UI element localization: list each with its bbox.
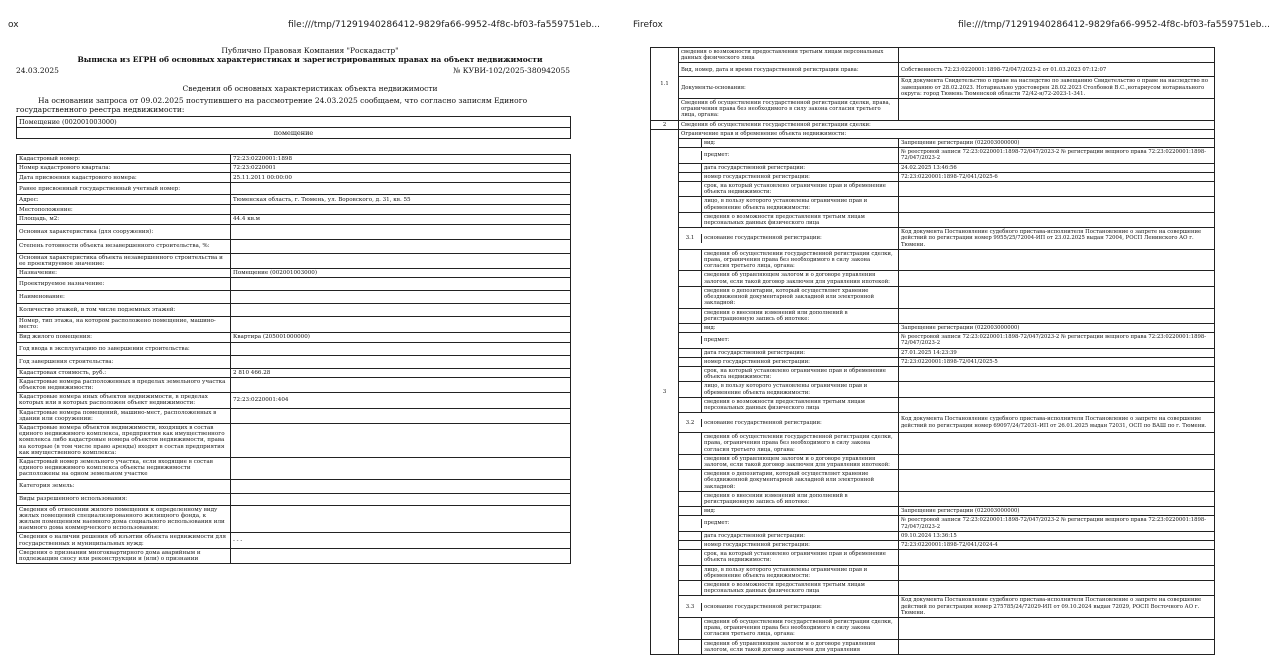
object-type-table (16, 116, 571, 139)
encumbrance-value (899, 581, 1215, 596)
encumbrance-row (651, 308, 1215, 323)
characteristic-label: Сведения об отнесении жилого помещения к определенному виду жилых помещений специализированного жилищного фонда, к жилым помещениям наемного дома социального использования или наемного дома коммерческого использования: (17, 505, 231, 533)
encumbrance-label-cell (679, 540, 899, 549)
characteristic-row (17, 424, 571, 458)
org-title: Публично Правовая Компания "Роскадастр" (221, 46, 399, 55)
encumbrance-label: сведения о депозитарии, который осуществляет хранение обездвиженной документарной закладной или электронной закладной: (704, 471, 874, 490)
encumbrance-row (651, 271, 1215, 286)
characteristic-label: Кадастровый номер земельного участка, если входящие в состав единого недвижимого комплекса объекты недвижимости расположены на одном земельном участке (17, 458, 231, 480)
characteristic-row (17, 493, 571, 505)
encumbrance-label: сведения об осуществлении государственной регистрации сделки, права, ограничения права без необходимого в силу закона согласия третьего лица, органа: (704, 250, 893, 270)
encumbrance-row (651, 596, 1215, 618)
section-number: 3 (651, 129, 679, 654)
encumbrance-label: номер государственной регистрации: (704, 358, 810, 365)
section-number: 2 (651, 120, 679, 129)
encumbrance-value: Запрещение регистрации (022003000000) (899, 323, 1215, 332)
entry-number (679, 164, 702, 172)
encumbrance-value (899, 271, 1215, 286)
encumbrance-label-cell (679, 531, 899, 540)
entry-number (679, 470, 702, 491)
rights-table (650, 47, 1215, 655)
encumbrance-label-cell (679, 139, 899, 148)
characteristic-label: Кадастровая стоимость, руб.: (17, 368, 231, 377)
encumbrance-label-cell (679, 565, 899, 580)
encumbrance-value (899, 618, 1215, 640)
rights-label: Документы-основания: (679, 77, 899, 99)
encumbrance-label: лицо, в пользу которого установлены ограничение прав и обременение объекта недвижимости: (704, 566, 868, 579)
right-browser-label: Firefox (633, 20, 663, 30)
entry-number (679, 151, 702, 159)
encumbrance-label-cell (679, 382, 899, 397)
encumbrance-label: сведения об управляющем залогом и о договоре управления залогом, если такой договор заключен для управления ипотекой: (704, 455, 890, 468)
encumbrance-label: вид: (704, 140, 716, 147)
encumbrance-row (651, 433, 1215, 455)
encumbrance-label-cell (679, 182, 899, 197)
characteristic-value (231, 493, 571, 505)
entry-number (679, 336, 702, 344)
characteristic-row (17, 355, 571, 368)
encumbrance-row (651, 618, 1215, 640)
entry-number (679, 550, 702, 564)
encumbrance-row (651, 516, 1215, 531)
encumbrance-label: сведения о возможности предоставления третьим лицам персональных данных физического лица (704, 213, 865, 227)
characteristic-row (17, 304, 571, 317)
encumbrance-label-cell (679, 212, 899, 227)
doc-title: Выписка из ЕГРН об основных характеристиках и зарегистрированных правах на объект недвижимости (77, 55, 543, 64)
characteristic-value: Помещение (002001003000) (231, 269, 571, 278)
encumbrance-row (651, 333, 1215, 348)
encumbrance-label: сведения об осуществлении государственной регистрации сделки, права, ограничения права без необходимого в силу закона согласия третьего лица, органа: (704, 619, 893, 638)
encumbrance-row (651, 172, 1215, 181)
characteristic-row (17, 205, 571, 215)
entry-number (679, 519, 702, 527)
characteristic-value (231, 317, 571, 332)
encumbrance-value: Запрещение регистрации (022003000000) (899, 139, 1215, 148)
characteristic-row (17, 155, 571, 164)
encumbrance-value (899, 286, 1215, 308)
encumbrance-label-cell (679, 516, 899, 531)
characteristics-table (16, 154, 571, 564)
encumbrance-row (651, 357, 1215, 366)
characteristic-row (17, 278, 571, 291)
entry-number (679, 618, 702, 639)
encumbrance-label-cell (679, 249, 899, 271)
characteristic-label: Ранее присвоенный государственный учетный номер: (17, 183, 231, 195)
encumbrance-label: сведения о депозитарии, который осуществляет хранение обездвиженной документарной закладной или электронной закладной: (704, 287, 874, 307)
encumbrance-value: № реестровой записи 72:23:0220001:1898-72/047/2023-2 № регистрации вещного права 72:23:0220001:1898-72/047/2023-2 (899, 516, 1215, 531)
entry-number (679, 250, 702, 271)
encumbrance-value: 72:23:0220001:1898-72/041/2025-6 (899, 172, 1215, 181)
encumbrance-label-cell (679, 271, 899, 286)
characteristic-value: Квартира (205001000000) (231, 332, 571, 342)
characteristic-row (17, 239, 571, 253)
encumbrance-label: номер государственной регистрации: (704, 173, 810, 180)
characteristic-label: Год завершения строительства: (17, 355, 231, 368)
characteristic-row (17, 533, 571, 548)
entry-number: 3.2 (679, 419, 702, 427)
characteristic-label: Основная характеристика объекта незавершенного строительства и ее проектируемое значение: (17, 253, 231, 268)
characteristic-value (231, 205, 571, 215)
encumbrance-value: Запрещение регистрации (022003000000) (899, 507, 1215, 516)
characteristic-value: 72:23:0220001 (231, 164, 571, 173)
encumbrance-row (651, 348, 1215, 357)
section-title: Сведения об основных характеристиках объекта недвижимости (182, 84, 438, 93)
encumbrance-value: № реестровой записи 72:23:0220001:1898-72/047/2023-2 № регистрации вещного права 72:23:0220001:1898-72/047/2023-2 (899, 148, 1215, 163)
characteristic-row (17, 317, 571, 332)
characteristic-label: Площадь, м2: (17, 215, 231, 224)
encumbrance-label: сведения о возможности предоставления третьим лицам персональных данных физического лица (704, 398, 865, 411)
characteristic-label: Дата присвоения кадастрового номера: (17, 173, 231, 183)
characteristic-label: Год ввода в эксплуатацию по завершении строительства: (17, 342, 231, 355)
encumbrance-value: 24.02.2025 13:46:56 (899, 163, 1215, 172)
encumbrance-value: Код документа Постановление судебного пристава-исполнителя Постановление о запрете на совершение действий по регистрации номер 69097/24/72031-ИП от 26.01.2025 выдан 72031, ОСП по ВАШ по г. Тюмени. (899, 413, 1215, 433)
encumbrance-label-cell (679, 413, 899, 433)
encumbrance-row (651, 228, 1215, 250)
rights-row (651, 99, 1215, 121)
encumbrance-value (899, 491, 1215, 506)
characteristic-label: Количество этажей, в том числе подземных этажей: (17, 304, 231, 317)
rights-value: Собственность 72:23:0220001:1898-72/047/2023-2 от 01.03.2023 07:12:07 (899, 63, 1215, 77)
encumbrance-label-cell (679, 333, 899, 348)
encumbrance-label-cell (679, 348, 899, 357)
characteristic-label: Кадастровые номера расположенных в пределах земельного участка объектов недвижимости: (17, 377, 231, 392)
intro-text: На основании запроса от 09.02.2025 поступившего на рассмотрение 24.03.2025 сообщаем, что согласно записям Единого государственного реестра недвижимости: (16, 96, 528, 114)
rights-row (651, 77, 1215, 99)
entry-number (679, 581, 702, 595)
entry-number (679, 182, 702, 196)
encumbrance-row (651, 454, 1215, 469)
rights-value: Код документа Свидетельство о праве на наследство по завещанию Свидетельство о праве на наследство по завещанию от 28.02.2023. Нотариально удостоверен 28.02.2023 Столбовой В.С.,нотариусом нотариального округа: город Тюмень Тюменской области 72/42-н/72-2023-1-341. (899, 77, 1215, 99)
encumbrance-value: 72:23:0220001:1898-72/041/2025-5 (899, 357, 1215, 366)
encumbrance-value (899, 550, 1215, 565)
characteristic-value (231, 239, 571, 253)
encumbrance-value: Код документа Постановление судебного пристава-исполнителя Постановление о запрете на совершение действий по регистрации номер 275785/24/72029-ИП от 09.10.2024 выдан 72029, РОСП Восточного АО г. Тюмени. (899, 596, 1215, 618)
encumbrance-label: сведения об управляющем залогом и о договоре управления залогом, если такой договор заключен для управления ипотекой: (704, 272, 890, 285)
encumbrance-row (651, 139, 1215, 148)
characteristic-value: 25.11.2011 00:00:00 (231, 173, 571, 183)
characteristic-label: Кадастровые номера помещений, машино-мест, расположенных в здании или сооружении: (17, 408, 231, 423)
entry-number (679, 213, 702, 227)
object-type: Помещение (002001003000) (17, 117, 571, 128)
characteristic-value (231, 304, 571, 317)
encumbrance-row (651, 507, 1215, 516)
entry-number (679, 382, 702, 396)
characteristic-row (17, 164, 571, 173)
encumbrance-label: дата государственной регистрации: (704, 349, 806, 356)
left-doc-header (0, 46, 620, 64)
encumbrance-label-cell (679, 172, 899, 181)
encumbrance-label: сведения о возможности предоставления третьим лицам персональных данных физического лица (704, 582, 865, 595)
encumbrance-value: № реестровой записи 72:23:0220001:1898-72/047/2023-2 № регистрации вещного права 72:23:0220001:1898-72/047/2023-2 (899, 333, 1215, 348)
encumbrance-label: основание государственной регистрации: (704, 235, 822, 242)
characteristic-value: 2 810 466.28 (231, 368, 571, 377)
characteristic-label: Категория земель: (17, 479, 231, 493)
encumbrance-row (651, 197, 1215, 212)
characteristic-row (17, 505, 571, 533)
encumbrance-label-cell (679, 639, 899, 654)
characteristic-row (17, 479, 571, 493)
section-2-label: Сведения об осуществлении государственной регистрации сделки: (679, 120, 1215, 129)
encumbrance-label-cell (679, 148, 899, 163)
encumbrance-value (899, 397, 1215, 412)
encumbrance-label: основание государственной регистрации: (704, 603, 822, 610)
section-3-title-row (651, 129, 1215, 138)
encumbrance-label: предмет: (704, 337, 730, 344)
right-page-url: file:///tmp/71291940286412-9829fa66-9952-4f8c-bf03-fa559751eb... (958, 20, 1270, 30)
entry-number (679, 309, 702, 323)
characteristic-label: Виды разрешенного использования: (17, 493, 231, 505)
section-3-title: Ограничение прав и обременение объекта недвижимости: (679, 129, 1215, 138)
encumbrance-label-cell (679, 454, 899, 469)
characteristic-label: Адрес: (17, 195, 231, 205)
characteristic-label: Номер, тип этажа, на котором расположено помещение, машино-место: (17, 317, 231, 332)
encumbrance-label-cell (679, 308, 899, 323)
characteristic-value: Тюменская область, г. Тюмень, ул. Воровского, д. 31, кв. 55 (231, 195, 571, 205)
encumbrance-value (899, 382, 1215, 397)
characteristic-row (17, 393, 571, 408)
encumbrance-row (651, 491, 1215, 506)
encumbrance-label: вид: (704, 324, 716, 331)
encumbrance-label: лицо, в пользу которого установлены ограничение прав и обременение объекта недвижимости: (704, 198, 868, 211)
characteristic-row (17, 342, 571, 355)
encumbrance-row (651, 323, 1215, 332)
characteristic-value: - - - (231, 533, 571, 548)
encumbrance-label: срок, на который установлено ограничение прав и обременение объекта недвижимости: (704, 551, 886, 564)
characteristic-label: Сведения о наличии решения об изъятии объекта недвижимости для государственных и муниципальных нужд: (17, 533, 231, 548)
encumbrance-value (899, 565, 1215, 580)
encumbrance-label: сведения об управляющем залогом и о договоре управления залогом, если такой договор заключен для управления (704, 640, 876, 653)
characteristic-row (17, 458, 571, 480)
characteristic-value (231, 479, 571, 493)
characteristic-row (17, 195, 571, 205)
encumbrance-value (899, 308, 1215, 323)
encumbrance-row (651, 163, 1215, 172)
encumbrance-value (899, 470, 1215, 492)
rights-row (651, 48, 1215, 63)
characteristic-row (17, 332, 571, 342)
characteristic-label: Основная характеристика (для сооружения): (17, 224, 231, 239)
entry-number: 3.3 (679, 603, 702, 611)
encumbrance-value (899, 212, 1215, 227)
encumbrance-row (651, 639, 1215, 654)
encumbrance-row (651, 470, 1215, 492)
encumbrance-label: срок, на который установлено ограничение прав и обременение объекта недвижимости: (704, 367, 886, 381)
rights-value (899, 99, 1215, 121)
encumbrance-row (651, 212, 1215, 227)
left-page-url: file:///tmp/71291940286412-9829fa66-9952-4f8c-bf03-fa559751eb... (288, 20, 600, 30)
encumbrance-label: предмет: (704, 520, 730, 527)
characteristic-value (231, 408, 571, 423)
characteristic-row (17, 173, 571, 183)
encumbrance-label: сведения о внесении изменений или дополнений в регистрационную запись об ипотеке: (704, 492, 848, 505)
characteristic-row (17, 253, 571, 268)
encumbrance-value: 27.01.2025 14:23:39 (899, 348, 1215, 357)
encumbrance-label: дата государственной регистрации: (704, 532, 806, 539)
entry-number (679, 433, 702, 454)
encumbrance-row (651, 148, 1215, 163)
characteristic-row (17, 224, 571, 239)
encumbrance-value (899, 366, 1215, 381)
encumbrance-label-cell (679, 470, 899, 492)
encumbrance-row (651, 540, 1215, 549)
characteristic-value: 44.4 кв.м (231, 215, 571, 224)
encumbrance-label-cell (679, 491, 899, 506)
characteristic-label: Степень готовности объекта незавершенного строительства, %: (17, 239, 231, 253)
encumbrance-row (651, 531, 1215, 540)
encumbrance-label-cell (679, 163, 899, 172)
encumbrance-value (899, 182, 1215, 197)
entry-number (679, 349, 702, 357)
encumbrance-label-cell (679, 507, 899, 516)
encumbrance-value: 09.10.2024 13:36:15 (899, 531, 1215, 540)
characteristic-row (17, 377, 571, 392)
characteristic-value: 72:23:0220001:1898 (231, 155, 571, 164)
characteristic-row (17, 291, 571, 304)
encumbrance-label-cell (679, 397, 899, 412)
encumbrance-row (651, 382, 1215, 397)
encumbrance-label: срок, на который установлено ограничение прав и обременение объекта недвижимости: (704, 183, 886, 196)
characteristic-value (231, 278, 571, 291)
encumbrance-label-cell (679, 433, 899, 455)
entry-number (679, 541, 702, 549)
characteristic-label: Кадастровый номер: (17, 155, 231, 164)
encumbrance-label: основание государственной регистрации: (704, 419, 822, 426)
characteristic-row (17, 548, 571, 563)
characteristic-value (231, 342, 571, 355)
characteristic-row (17, 215, 571, 224)
entry-number: 3.1 (679, 234, 702, 242)
characteristic-value (231, 183, 571, 195)
section-2-row (651, 120, 1215, 129)
characteristic-value (231, 291, 571, 304)
entry-number (679, 640, 702, 654)
encumbrance-value (899, 454, 1215, 469)
characteristic-label: Наименование: (17, 291, 231, 304)
entry-number (679, 507, 702, 515)
characteristic-label: Сведения о признании многоквартирного дома аварийным и подлежащим сносу или реконструкции и (или) о признании (17, 548, 231, 563)
entry-number (679, 287, 702, 308)
encumbrance-label: номер государственной регистрации: (704, 541, 810, 548)
encumbrance-row (651, 565, 1215, 580)
characteristic-value (231, 224, 571, 239)
left-print-page (0, 0, 620, 669)
entry-number (679, 173, 702, 181)
entry-number (679, 139, 702, 147)
characteristic-label: Кадастровые номера иных объектов недвижимости, в пределах которых или в которых расположен объект недвижимости: (17, 393, 231, 408)
entry-number (679, 324, 702, 332)
characteristic-label: Кадастровые номера объектов недвижимости, входящих в состав единого недвижимого комплекса, предприятия как имущественного комплекса либо кадастровые номера объектов недвижимости, права на которые (в том числе право аренды) входят в состав предприятия как имущественного комплекса: (17, 424, 231, 458)
entry-number (679, 492, 702, 506)
entry-number (679, 358, 702, 366)
entry-number (679, 398, 702, 412)
encumbrance-label-cell (679, 286, 899, 308)
characteristic-label: Назначение: (17, 269, 231, 278)
doc-number: № КУВИ-102/2025-380942055 (453, 66, 570, 75)
encumbrance-value (899, 433, 1215, 455)
characteristic-label: Вид жилого помещения: (17, 332, 231, 342)
encumbrance-value (899, 197, 1215, 212)
encumbrance-label-cell (679, 618, 899, 640)
rights-value (899, 48, 1215, 63)
doc-date: 24.03.2025 (16, 66, 59, 75)
right-print-page (630, 0, 1280, 669)
entry-number (679, 367, 702, 381)
encumbrance-label-cell (679, 197, 899, 212)
entry-number (679, 197, 702, 211)
encumbrance-value (899, 639, 1215, 654)
encumbrance-row (651, 397, 1215, 412)
entry-number (679, 532, 702, 540)
encumbrance-label-cell (679, 550, 899, 565)
encumbrance-label-cell (679, 581, 899, 596)
encumbrance-value: Код документа Постановление судебного пристава-исполнителя Постановление о запрете на совершение действий по регистрации номер 9955/25/72004-ИП от 23.02.2025 выдан 72004, РОСП Ленинского АО г. Тюмени. (899, 228, 1215, 250)
characteristic-value (231, 458, 571, 480)
characteristic-row (17, 408, 571, 423)
characteristic-row (17, 183, 571, 195)
characteristic-label: Проектируемое назначение: (17, 278, 231, 291)
rights-label: Вид, номер, дата и время государственной регистрации права: (679, 63, 899, 77)
left-browser-label: ox (8, 20, 19, 30)
characteristic-label: Местоположение: (17, 205, 231, 215)
encumbrance-label-cell (679, 228, 899, 250)
encumbrance-label: сведения об осуществлении государственной регистрации сделки, права, ограничения права без необходимого в силу закона согласия третьего лица, органа: (704, 434, 893, 453)
object-subtype: помещение (17, 128, 571, 139)
encumbrance-label: предмет: (704, 152, 730, 159)
encumbrance-row (651, 249, 1215, 271)
encumbrance-row (651, 366, 1215, 381)
encumbrance-row (651, 286, 1215, 308)
encumbrance-label: вид: (704, 508, 716, 515)
encumbrance-label: сведения о внесении изменений или дополнений в регистрационную запись об ипотеке: (704, 309, 848, 322)
encumbrance-row (651, 182, 1215, 197)
encumbrance-row (651, 550, 1215, 565)
entry-number (679, 271, 702, 285)
characteristic-row (17, 269, 571, 278)
encumbrance-value: 72:23:0220001:1898-72/041/2024-4 (899, 540, 1215, 549)
characteristic-value (231, 424, 571, 458)
characteristic-value (231, 548, 571, 563)
rights-row (651, 63, 1215, 77)
encumbrance-value (899, 249, 1215, 271)
characteristic-value: 72:23:0220001:404 (231, 393, 571, 408)
encumbrance-label-cell (679, 366, 899, 381)
rights-label: Сведения об осуществлении государственной регистрации сделки, права, ограничения права без необходимого в силу закона согласия третьего лица, органа: (679, 99, 899, 121)
characteristic-value (231, 505, 571, 533)
characteristic-value (231, 253, 571, 268)
encumbrance-row (651, 581, 1215, 596)
characteristic-value (231, 355, 571, 368)
characteristic-label: Номер кадастрового квартала: (17, 164, 231, 173)
characteristic-row (17, 368, 571, 377)
entry-number (679, 566, 702, 580)
encumbrance-label-cell (679, 323, 899, 332)
encumbrance-label: дата государственной регистрации: (704, 164, 806, 171)
characteristic-value (231, 377, 571, 392)
rights-label: сведения о возможности предоставления третьим лицам персональных данных физического лица (679, 48, 899, 63)
encumbrance-label-cell (679, 596, 899, 618)
entry-number: 1.1 (651, 48, 679, 121)
entry-number (679, 455, 702, 469)
encumbrance-row (651, 413, 1215, 433)
encumbrance-label-cell (679, 357, 899, 366)
encumbrance-label: лицо, в пользу которого установлены ограничение прав и обременение объекта недвижимости: (704, 383, 868, 396)
